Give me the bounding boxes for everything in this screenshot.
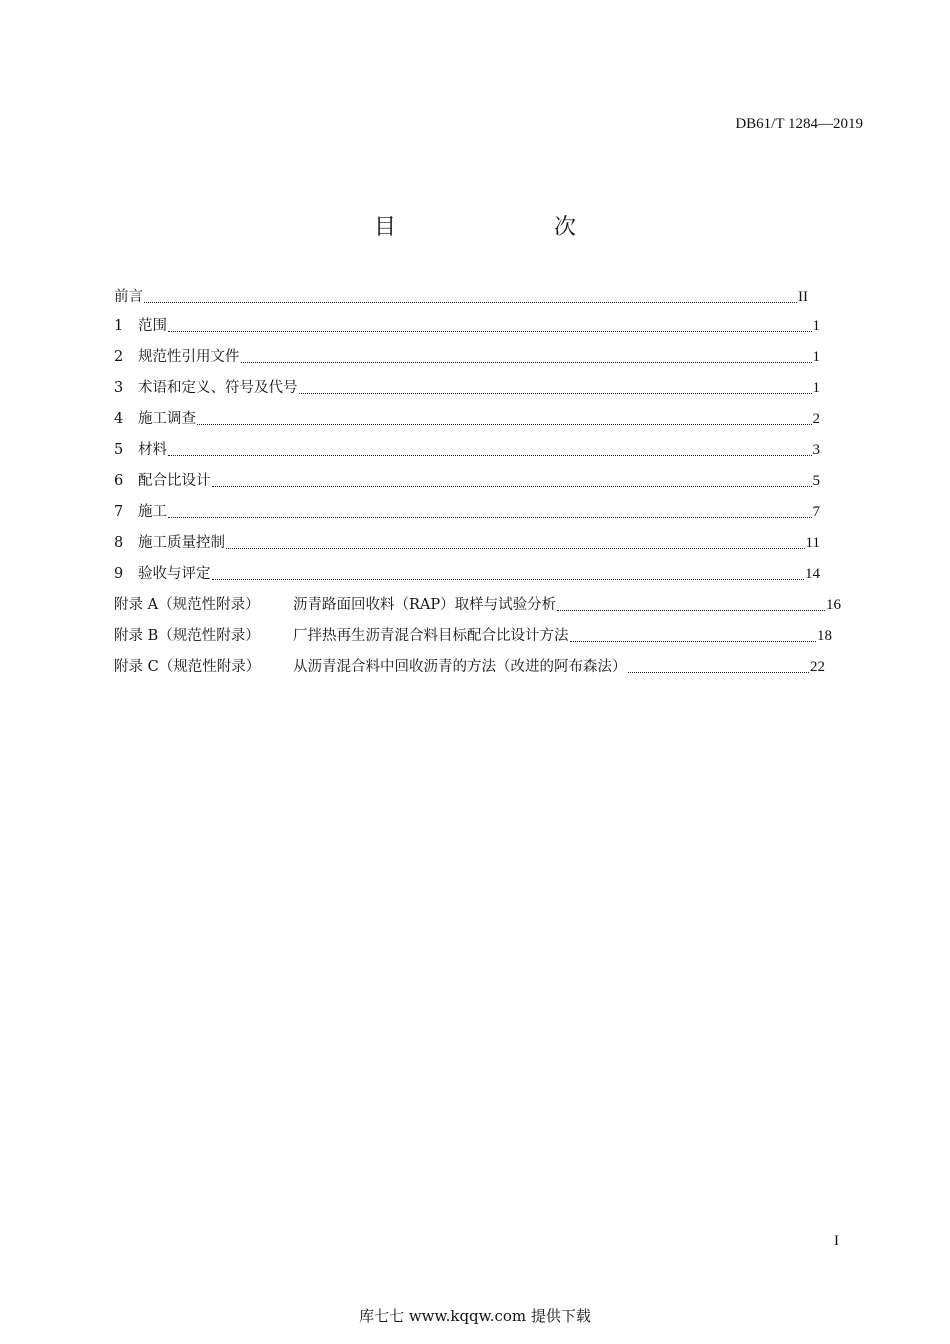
toc-appendix-c[interactable] — [114, 656, 825, 678]
toc-entry-number: 4 — [114, 411, 124, 427]
footer-download-note: 库七七 www.kqqw.com 提供下载 — [359, 1307, 591, 1325]
page-number: I — [834, 1233, 839, 1249]
toc-entry-label: 材料 — [138, 442, 167, 458]
toc-entry-page: 22 — [810, 659, 825, 675]
dot-leader — [226, 548, 805, 549]
toc-entry-label: 施工 — [138, 504, 167, 520]
toc-entry-page: 7 — [812, 504, 820, 520]
toc-entry-label: 沥青路面回收料（RAP）取样与试验分析 — [293, 597, 557, 613]
toc-appendix-a[interactable] — [114, 594, 841, 616]
toc-entry-3[interactable] — [114, 377, 820, 399]
toc-entry-2[interactable] — [114, 346, 820, 368]
toc-entry-preface[interactable] — [114, 286, 808, 308]
toc-title: 目 次 — [373, 215, 614, 240]
toc-entry-label: 配合比设计 — [138, 473, 211, 489]
toc-entry-label: 术语和定义、符号及代号 — [138, 380, 298, 396]
toc-entry-5[interactable] — [114, 439, 820, 461]
dot-leader — [168, 331, 812, 332]
dot-leader — [168, 455, 812, 456]
toc-entry-number: 3 — [114, 380, 124, 396]
dot-leader — [212, 486, 812, 487]
toc-entry-1[interactable] — [114, 315, 820, 337]
toc-entry-number: 7 — [114, 504, 124, 520]
toc-entry-page: II — [798, 289, 808, 305]
appendix-prefix: 附录 B（规范性附录） — [114, 628, 260, 644]
dot-leader — [168, 517, 812, 518]
toc-entry-7[interactable] — [114, 501, 820, 523]
toc-entry-page: 11 — [805, 535, 820, 551]
toc-entry-page: 2 — [812, 411, 820, 427]
toc-entry-9[interactable] — [114, 563, 820, 585]
document-code: DB61/T 1284—2019 — [735, 116, 863, 132]
toc-entry-page: 1 — [812, 318, 820, 334]
toc-entry-page: 3 — [812, 442, 820, 458]
toc-entry-page: 14 — [805, 566, 820, 582]
dot-leader — [570, 641, 817, 642]
dot-leader — [299, 393, 812, 394]
toc-entry-label: 验收与评定 — [138, 566, 211, 582]
dot-leader — [557, 610, 825, 611]
toc-entry-page: 16 — [826, 597, 841, 613]
dot-leader — [241, 362, 812, 363]
toc-entry-page: 18 — [817, 628, 832, 644]
toc-entry-label: 从沥青混合料中回收沥青的方法（改进的阿布森法） — [293, 659, 627, 675]
toc-entry-page: 5 — [812, 473, 820, 489]
toc-entry-number: 8 — [114, 535, 124, 551]
dot-leader — [628, 672, 810, 673]
toc-entry-label: 厂拌热再生沥青混合料目标配合比设计方法 — [293, 628, 569, 644]
toc-entry-number: 2 — [114, 349, 124, 365]
toc-entry-label: 施工调查 — [138, 411, 196, 427]
dot-leader — [144, 302, 797, 303]
appendix-prefix: 附录 A（规范性附录） — [114, 597, 260, 613]
dot-leader — [212, 579, 805, 580]
toc-entry-number: 1 — [114, 318, 124, 334]
appendix-prefix: 附录 C（规范性附录） — [114, 659, 261, 675]
dot-leader — [197, 424, 812, 425]
toc-entry-4[interactable] — [114, 408, 820, 430]
toc-entry-number: 5 — [114, 442, 124, 458]
toc-entry-page: 1 — [812, 380, 820, 396]
toc-entry-8[interactable] — [114, 532, 820, 554]
toc-appendix-b[interactable] — [114, 625, 832, 647]
toc-entry-6[interactable] — [114, 470, 820, 492]
toc-entry-label: 范围 — [138, 318, 167, 334]
toc-entry-label: 规范性引用文件 — [138, 349, 240, 365]
toc-entry-number: 9 — [114, 566, 124, 582]
toc-entry-number: 6 — [114, 473, 124, 489]
toc-entry-label: 前言 — [114, 289, 143, 305]
toc-entry-page: 1 — [812, 349, 820, 365]
toc-entry-label: 施工质量控制 — [138, 535, 225, 551]
